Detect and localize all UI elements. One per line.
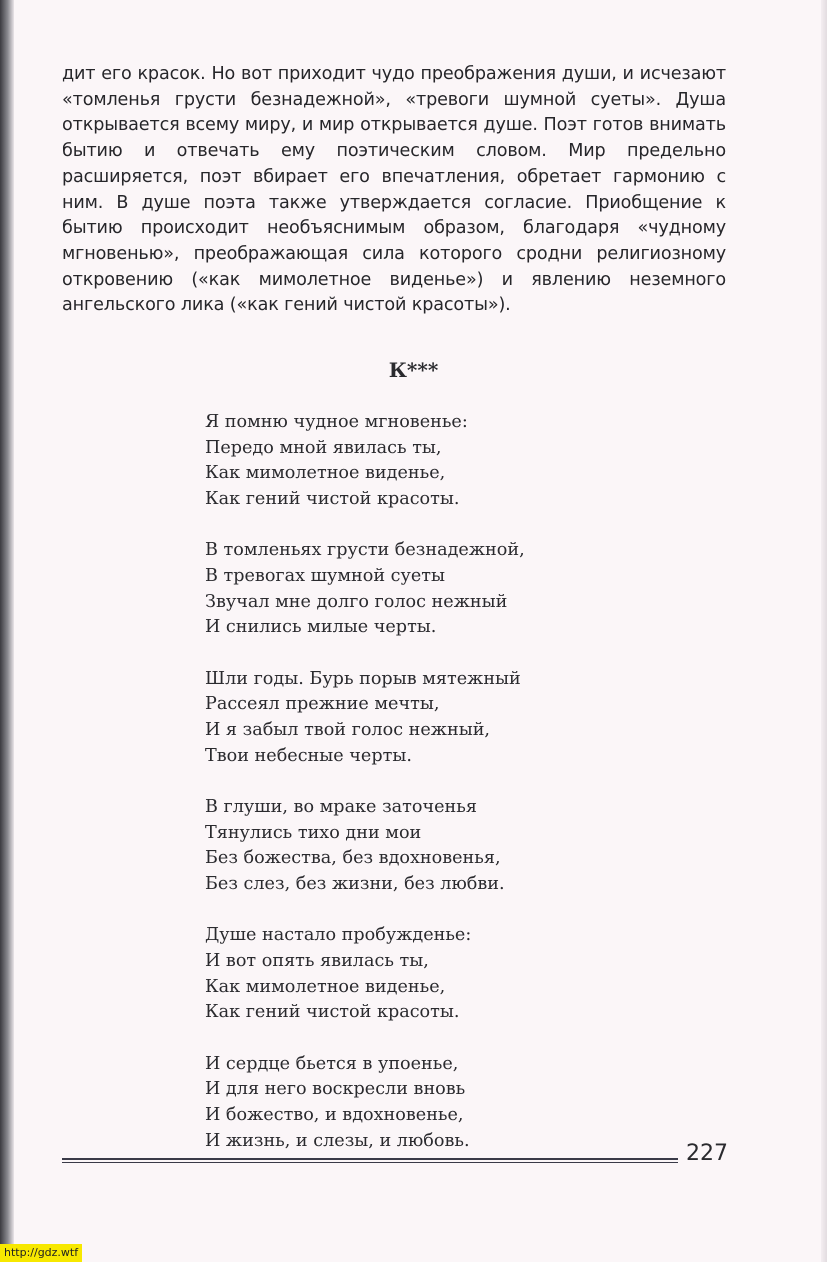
poem-line: И я забыл твой голос нежный, (205, 720, 491, 741)
poem-stanza (205, 795, 525, 898)
poem-line: Душе настало пробужденье: (205, 925, 472, 946)
poem-stanza (205, 410, 525, 513)
poem-line: Звучал мне долго голос нежный (205, 591, 508, 612)
poem-line: В тревогах шумной суеты (205, 566, 446, 587)
poem (205, 410, 525, 1180)
poem-line: Я помню чудное мгновенье: (205, 412, 468, 432)
body-paragraph: дит его красок. Но вот приходит чудо преображения души, и исчезают «томленья грусти безнадежной», «тревоги шумной суеты». Душа открывается всему миру, и мир открывается душе. Поэт готов внимать бытию и отвечать ему поэтическим словом. Мир предельно расширяется, поэт вбирает его впечатления, обретает гармонию с ним. В душе поэта также утверждается согласие. Приобщение к бытию происходит необъяснимым образом, благодаря «чудному мгновенью», преображающая сила которого сродни религиозному откровению («как мимолетное виденье») и явлению неземного ангельского лика («как гений чистой красоты»). (62, 64, 726, 316)
poem-line: И для него воскресли вновь (205, 1079, 466, 1100)
poem-stanza (205, 538, 525, 641)
poem-line: Как гений чистой красоты. (205, 1002, 460, 1023)
poem-line: И сердце бьется в упоенье, (205, 1053, 459, 1074)
poem-line: Шли годы. Бурь порыв мятежный (205, 668, 521, 689)
poem-title: К*** (388, 358, 439, 382)
poem-line: Передо мной явилась ты, (205, 437, 442, 458)
poem-line: И вот опять явилась ты, (205, 950, 429, 971)
poem-line: Как мимолетное виденье, (205, 463, 446, 484)
poem-line: Без слез, без жизни, без любви. (205, 874, 505, 895)
poem-line: Рассеял прежние мечты, (205, 694, 440, 715)
poem-stanza (205, 923, 525, 1026)
poem-stanza (205, 1052, 525, 1155)
poem-line: Без божества, без вдохновенья, (205, 848, 501, 869)
poem-line: И жизнь, и слезы, и любовь. (205, 1130, 470, 1151)
poem-line: В томленьях грусти безнадежной, (205, 540, 525, 561)
poem-line: В глуши, во мраке заточенья (205, 796, 477, 817)
poem-line: Как гений чистой красоты. (205, 489, 460, 510)
poem-stanza (205, 667, 525, 770)
page-number: 227 (686, 1141, 728, 1166)
footer-rule (62, 1158, 678, 1163)
book-spine-shadow (0, 0, 14, 1262)
poem-line: Твои небесные черты. (205, 745, 412, 766)
poem-line: Тянулись тихо дни мои (205, 822, 422, 843)
watermark-link[interactable]: http://gdz.wtf (0, 1244, 82, 1262)
page-edge (821, 0, 827, 1262)
poem-line: Как мимолетное виденье, (205, 976, 446, 997)
poem-line: И снились милые черты. (205, 617, 437, 638)
poem-line: И божество, и вдохновенье, (205, 1104, 464, 1125)
